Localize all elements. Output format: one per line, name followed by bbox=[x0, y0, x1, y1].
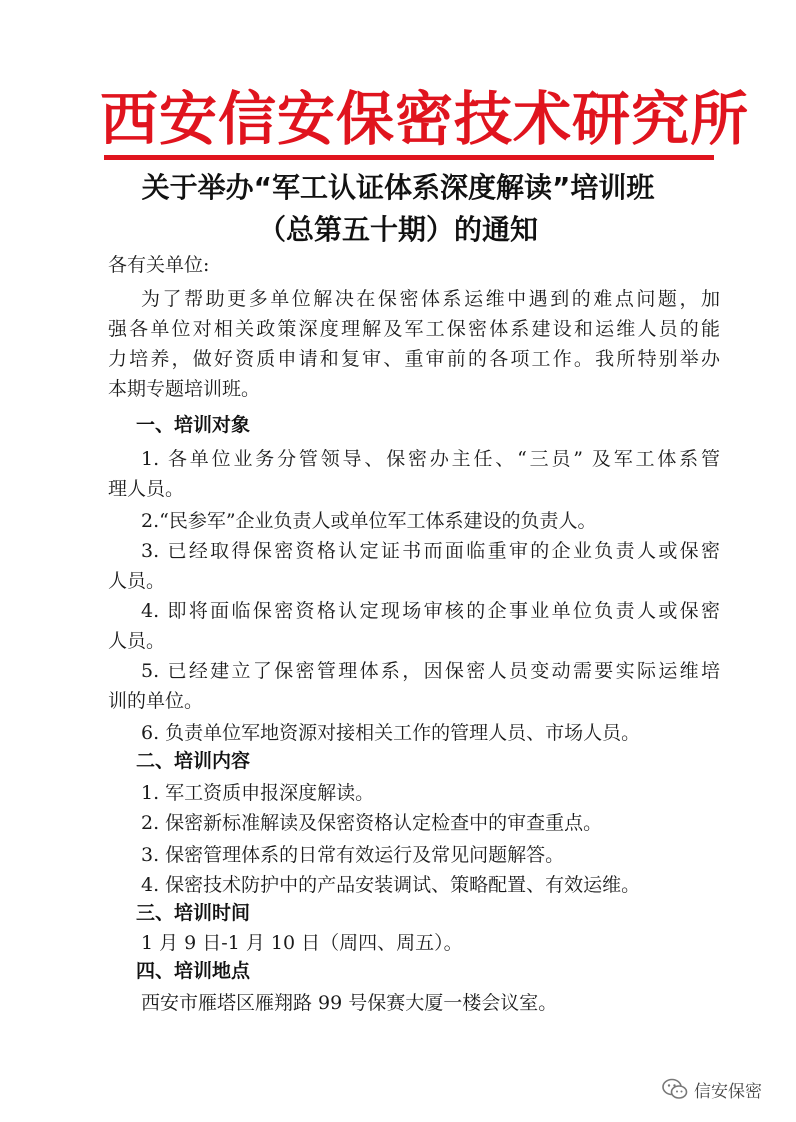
intro-line-3: 力培养，做好资质申请和复审、重审前的各项工作。我所特别举办 bbox=[108, 348, 720, 370]
audience-item-4-line-2: 人员。 bbox=[108, 630, 166, 652]
audience-item-5-line-1: 5. 已经建立了保密管理体系，因保密人员变动需要实际运维培 bbox=[141, 660, 720, 682]
content-item-2: 2. 保密新标准解读及保密资格认定检查中的审查重点。 bbox=[141, 812, 603, 834]
audience-item-3-line-2: 人员。 bbox=[108, 570, 166, 592]
intro-line-1: 为了帮助更多单位解决在保密体系运维中遇到的难点问题，加 bbox=[141, 288, 720, 310]
intro-line-4: 本期专题培训班。 bbox=[108, 378, 261, 400]
watermark-label: 信安保密 bbox=[694, 1081, 762, 1102]
audience-item-6: 6. 负责单位军地资源对接相关工作的管理人员、市场人员。 bbox=[141, 722, 641, 744]
org-masthead: 西安信安保密技术研究所 bbox=[100, 85, 750, 153]
notice-title-line-1: 关于举办“军工认证体系深度解读”培训班 bbox=[141, 171, 655, 204]
section-heading-time: 三、培训时间 bbox=[136, 902, 251, 924]
notice-title-line-2: （总第五十期）的通知 bbox=[257, 213, 538, 246]
red-divider-line bbox=[104, 155, 714, 160]
intro-line-2: 强各单位对相关政策深度理解及军工保密体系建设和运维人员的能 bbox=[108, 318, 720, 340]
audience-item-4-line-1: 4. 即将面临保密资格认定现场审核的企事业单位负责人或保密 bbox=[141, 600, 720, 622]
training-location: 西安市雁塔区雁翔路 99 号保赛大厦一楼会议室。 bbox=[141, 992, 558, 1014]
content-item-3: 3. 保密管理体系的日常有效运行及常见问题解答。 bbox=[141, 844, 565, 866]
audience-item-1-line-1: 1. 各单位业务分管领导、保密办主任、“三员” 及军工体系管 bbox=[141, 448, 720, 470]
audience-item-3-line-1: 3. 已经取得保密资格认定证书而面临重审的企业负责人或保密 bbox=[141, 540, 720, 562]
section-heading-location: 四、培训地点 bbox=[136, 960, 251, 982]
section-heading-audience: 一、培训对象 bbox=[136, 414, 251, 436]
audience-item-2: 2.“民参军”企业负责人或单位军工体系建设的负责人。 bbox=[141, 510, 597, 532]
salutation: 各有关单位: bbox=[108, 254, 210, 276]
audience-item-1-line-2: 理人员。 bbox=[108, 478, 185, 500]
wechat-icon bbox=[662, 1078, 688, 1100]
training-time: 1 月 9 日-1 月 10 日（周四、周五）。 bbox=[141, 932, 463, 954]
audience-item-5-line-2: 训的单位。 bbox=[108, 690, 204, 712]
source-watermark bbox=[662, 1074, 762, 1104]
content-item-4: 4. 保密技术防护中的产品安装调试、策略配置、有效运维。 bbox=[141, 874, 641, 896]
content-item-1: 1. 军工资质申报深度解读。 bbox=[141, 782, 375, 804]
section-heading-content: 二、培训内容 bbox=[136, 750, 251, 772]
